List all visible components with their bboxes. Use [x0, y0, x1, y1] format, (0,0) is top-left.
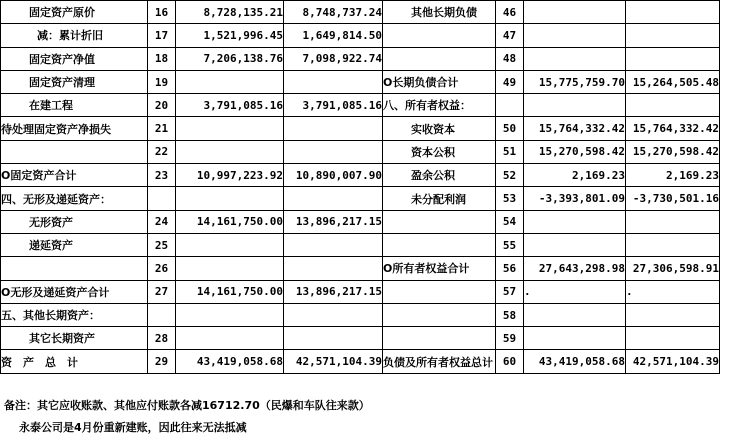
asset-closing-value-cell: [284, 233, 383, 256]
asset-opening-value-cell: 1,521,996.45: [176, 24, 284, 47]
table-row: [1, 70, 720, 93]
table-row: [1, 233, 720, 256]
asset-closing-value-cell: 3,791,085.16: [284, 94, 383, 117]
liability-closing-value-cell: 15,264,505.48: [626, 70, 720, 93]
liability-closing-value-cell: [626, 24, 720, 47]
liability-opening-value-cell: [524, 303, 626, 326]
table-row: [1, 327, 720, 350]
liability-line-number-cell: 46: [496, 1, 524, 24]
liability-label-cell: 负债及所有者权益总计: [383, 350, 496, 373]
table-row: [1, 24, 720, 47]
asset-label-cell: [1, 140, 148, 163]
table-row: [1, 257, 720, 280]
liability-closing-value-cell: -3,730,501.16: [626, 187, 720, 210]
table-row: [1, 140, 720, 163]
table-row: [1, 47, 720, 70]
liability-line-number-cell: 54: [496, 210, 524, 233]
asset-opening-value-cell: 7,206,138.76: [176, 47, 284, 70]
liability-label-cell: [383, 327, 496, 350]
liability-opening-value-cell: .: [524, 280, 626, 303]
liability-label-cell: 资本公积: [383, 140, 496, 163]
asset-closing-value-cell: 42,571,104.39: [284, 350, 383, 373]
asset-closing-value-cell: [284, 117, 383, 140]
asset-line-number-cell: 22: [148, 140, 176, 163]
asset-line-number-cell: 29: [148, 350, 176, 373]
table-row: [1, 94, 720, 117]
liability-label-cell: O长期负债合计: [383, 70, 496, 93]
liability-opening-value-cell: [524, 233, 626, 256]
liability-closing-value-cell: [626, 94, 720, 117]
liability-line-number-cell: 57: [496, 280, 524, 303]
liability-closing-value-cell: 2,169.23: [626, 164, 720, 187]
liability-label-cell: 实收资本: [383, 117, 496, 140]
asset-line-number-cell: 24: [148, 210, 176, 233]
liability-label-cell: [383, 24, 496, 47]
asset-opening-value-cell: [176, 70, 284, 93]
asset-line-number-cell: [148, 187, 176, 210]
liability-opening-value-cell: 2,169.23: [524, 164, 626, 187]
table-row: [1, 1, 720, 24]
liability-closing-value-cell: [626, 47, 720, 70]
liability-label-cell: [383, 210, 496, 233]
asset-line-number-cell: 20: [148, 94, 176, 117]
asset-label-cell: O无形及递延资产合计: [1, 280, 148, 303]
liability-closing-value-cell: 27,306,598.91: [626, 257, 720, 280]
asset-closing-value-cell: [284, 70, 383, 93]
liability-label-cell: [383, 280, 496, 303]
liability-closing-value-cell: 15,764,332.42: [626, 117, 720, 140]
liability-line-number-cell: 47: [496, 24, 524, 47]
table-row: [1, 350, 720, 373]
asset-opening-value-cell: 43,419,058.68: [176, 350, 284, 373]
liability-line-number-cell: 51: [496, 140, 524, 163]
asset-label-cell: O固定资产合计: [1, 164, 148, 187]
asset-closing-value-cell: [284, 257, 383, 280]
liability-line-number-cell: 49: [496, 70, 524, 93]
liability-line-number-cell: 52: [496, 164, 524, 187]
asset-line-number-cell: 16: [148, 1, 176, 24]
liability-label-cell: 盈余公积: [383, 164, 496, 187]
asset-closing-value-cell: 7,098,922.74: [284, 47, 383, 70]
asset-opening-value-cell: [176, 327, 284, 350]
asset-closing-value-cell: [284, 327, 383, 350]
liability-opening-value-cell: 15,775,759.70: [524, 70, 626, 93]
asset-label-cell: 四、无形及递延资产：: [1, 187, 148, 210]
liability-opening-value-cell: [524, 47, 626, 70]
liability-line-number-cell: 48: [496, 47, 524, 70]
asset-label-cell: 五、其他长期资产：: [1, 303, 148, 326]
liability-opening-value-cell: 27,643,298.98: [524, 257, 626, 280]
liability-line-number-cell: 55: [496, 233, 524, 256]
asset-line-number-cell: 25: [148, 233, 176, 256]
asset-label-cell: 资 产 总 计: [1, 350, 148, 373]
liability-opening-value-cell: [524, 327, 626, 350]
liability-closing-value-cell: .: [626, 280, 720, 303]
asset-opening-value-cell: 8,728,135.21: [176, 1, 284, 24]
asset-opening-value-cell: 14,161,750.00: [176, 210, 284, 233]
liability-label-cell: 其他长期负债: [383, 1, 496, 24]
liability-line-number-cell: 58: [496, 303, 524, 326]
table-row: [1, 303, 720, 326]
liability-label-cell: [383, 303, 496, 326]
table-row: [1, 280, 720, 303]
asset-line-number-cell: 18: [148, 47, 176, 70]
asset-line-number-cell: 27: [148, 280, 176, 303]
liability-closing-value-cell: [626, 233, 720, 256]
liability-opening-value-cell: [524, 94, 626, 117]
liability-closing-value-cell: [626, 327, 720, 350]
asset-opening-value-cell: [176, 140, 284, 163]
asset-closing-value-cell: 13,896,217.15: [284, 210, 383, 233]
table-row: [1, 210, 720, 233]
liability-closing-value-cell: 42,571,104.39: [626, 350, 720, 373]
notes: [4, 400, 370, 444]
liability-line-number-cell: 60: [496, 350, 524, 373]
asset-label-cell: 递延资产: [1, 233, 148, 256]
note-line-2: 永泰公司是4月份重新建账，因此往来无法抵减: [19, 421, 247, 434]
liability-opening-value-cell: [524, 1, 626, 24]
asset-closing-value-cell: [284, 303, 383, 326]
asset-opening-value-cell: [176, 187, 284, 210]
asset-line-number-cell: [148, 303, 176, 326]
asset-opening-value-cell: [176, 303, 284, 326]
asset-label-cell: 固定资产净值: [1, 47, 148, 70]
note-line-1: 备注：其它应收账款、其他应付账款各减16712.70（民爆和车队往来款）: [4, 399, 370, 412]
asset-closing-value-cell: 10,890,007.90: [284, 164, 383, 187]
liability-opening-value-cell: 15,270,598.42: [524, 140, 626, 163]
liability-label-cell: 八、所有者权益：: [383, 94, 496, 117]
asset-closing-value-cell: 13,896,217.15: [284, 280, 383, 303]
liability-label-cell: O所有者权益合计: [383, 257, 496, 280]
liability-line-number-cell: 56: [496, 257, 524, 280]
asset-line-number-cell: 21: [148, 117, 176, 140]
asset-label-cell: [1, 257, 148, 280]
liability-line-number-cell: [496, 94, 524, 117]
asset-line-number-cell: 28: [148, 327, 176, 350]
liability-opening-value-cell: 43,419,058.68: [524, 350, 626, 373]
asset-opening-value-cell: [176, 257, 284, 280]
liability-line-number-cell: 59: [496, 327, 524, 350]
asset-closing-value-cell: 1,649,814.50: [284, 24, 383, 47]
liability-label-cell: [383, 233, 496, 256]
asset-line-number-cell: 19: [148, 70, 176, 93]
asset-opening-value-cell: 3,791,085.16: [176, 94, 284, 117]
asset-opening-value-cell: [176, 233, 284, 256]
balance-sheet-body: [1, 1, 720, 374]
asset-line-number-cell: 17: [148, 24, 176, 47]
liability-line-number-cell: 53: [496, 187, 524, 210]
asset-label-cell: 无形资产: [1, 210, 148, 233]
asset-label-cell: 待处理固定资产净损失: [1, 117, 148, 140]
liability-closing-value-cell: [626, 210, 720, 233]
table-row: [1, 117, 720, 140]
liability-line-number-cell: 50: [496, 117, 524, 140]
asset-label-cell: 固定资产原价: [1, 1, 148, 24]
asset-opening-value-cell: 14,161,750.00: [176, 280, 284, 303]
table-row: [1, 164, 720, 187]
liability-label-cell: [383, 47, 496, 70]
liability-opening-value-cell: [524, 210, 626, 233]
asset-closing-value-cell: 8,748,737.24: [284, 1, 383, 24]
asset-opening-value-cell: 10,997,223.92: [176, 164, 284, 187]
asset-line-number-cell: 26: [148, 257, 176, 280]
asset-closing-value-cell: [284, 187, 383, 210]
asset-line-number-cell: 23: [148, 164, 176, 187]
asset-label-cell: 减：累计折旧: [1, 24, 148, 47]
liability-closing-value-cell: [626, 1, 720, 24]
liability-closing-value-cell: 15,270,598.42: [626, 140, 720, 163]
liability-label-cell: 未分配利润: [383, 187, 496, 210]
asset-closing-value-cell: [284, 140, 383, 163]
liability-opening-value-cell: [524, 24, 626, 47]
asset-label-cell: 固定资产清理: [1, 70, 148, 93]
table-row: [1, 187, 720, 210]
asset-label-cell: 其它长期资产: [1, 327, 148, 350]
liability-opening-value-cell: 15,764,332.42: [524, 117, 626, 140]
liability-closing-value-cell: [626, 303, 720, 326]
asset-opening-value-cell: [176, 117, 284, 140]
asset-label-cell: 在建工程: [1, 94, 148, 117]
liability-opening-value-cell: -3,393,801.09: [524, 187, 626, 210]
